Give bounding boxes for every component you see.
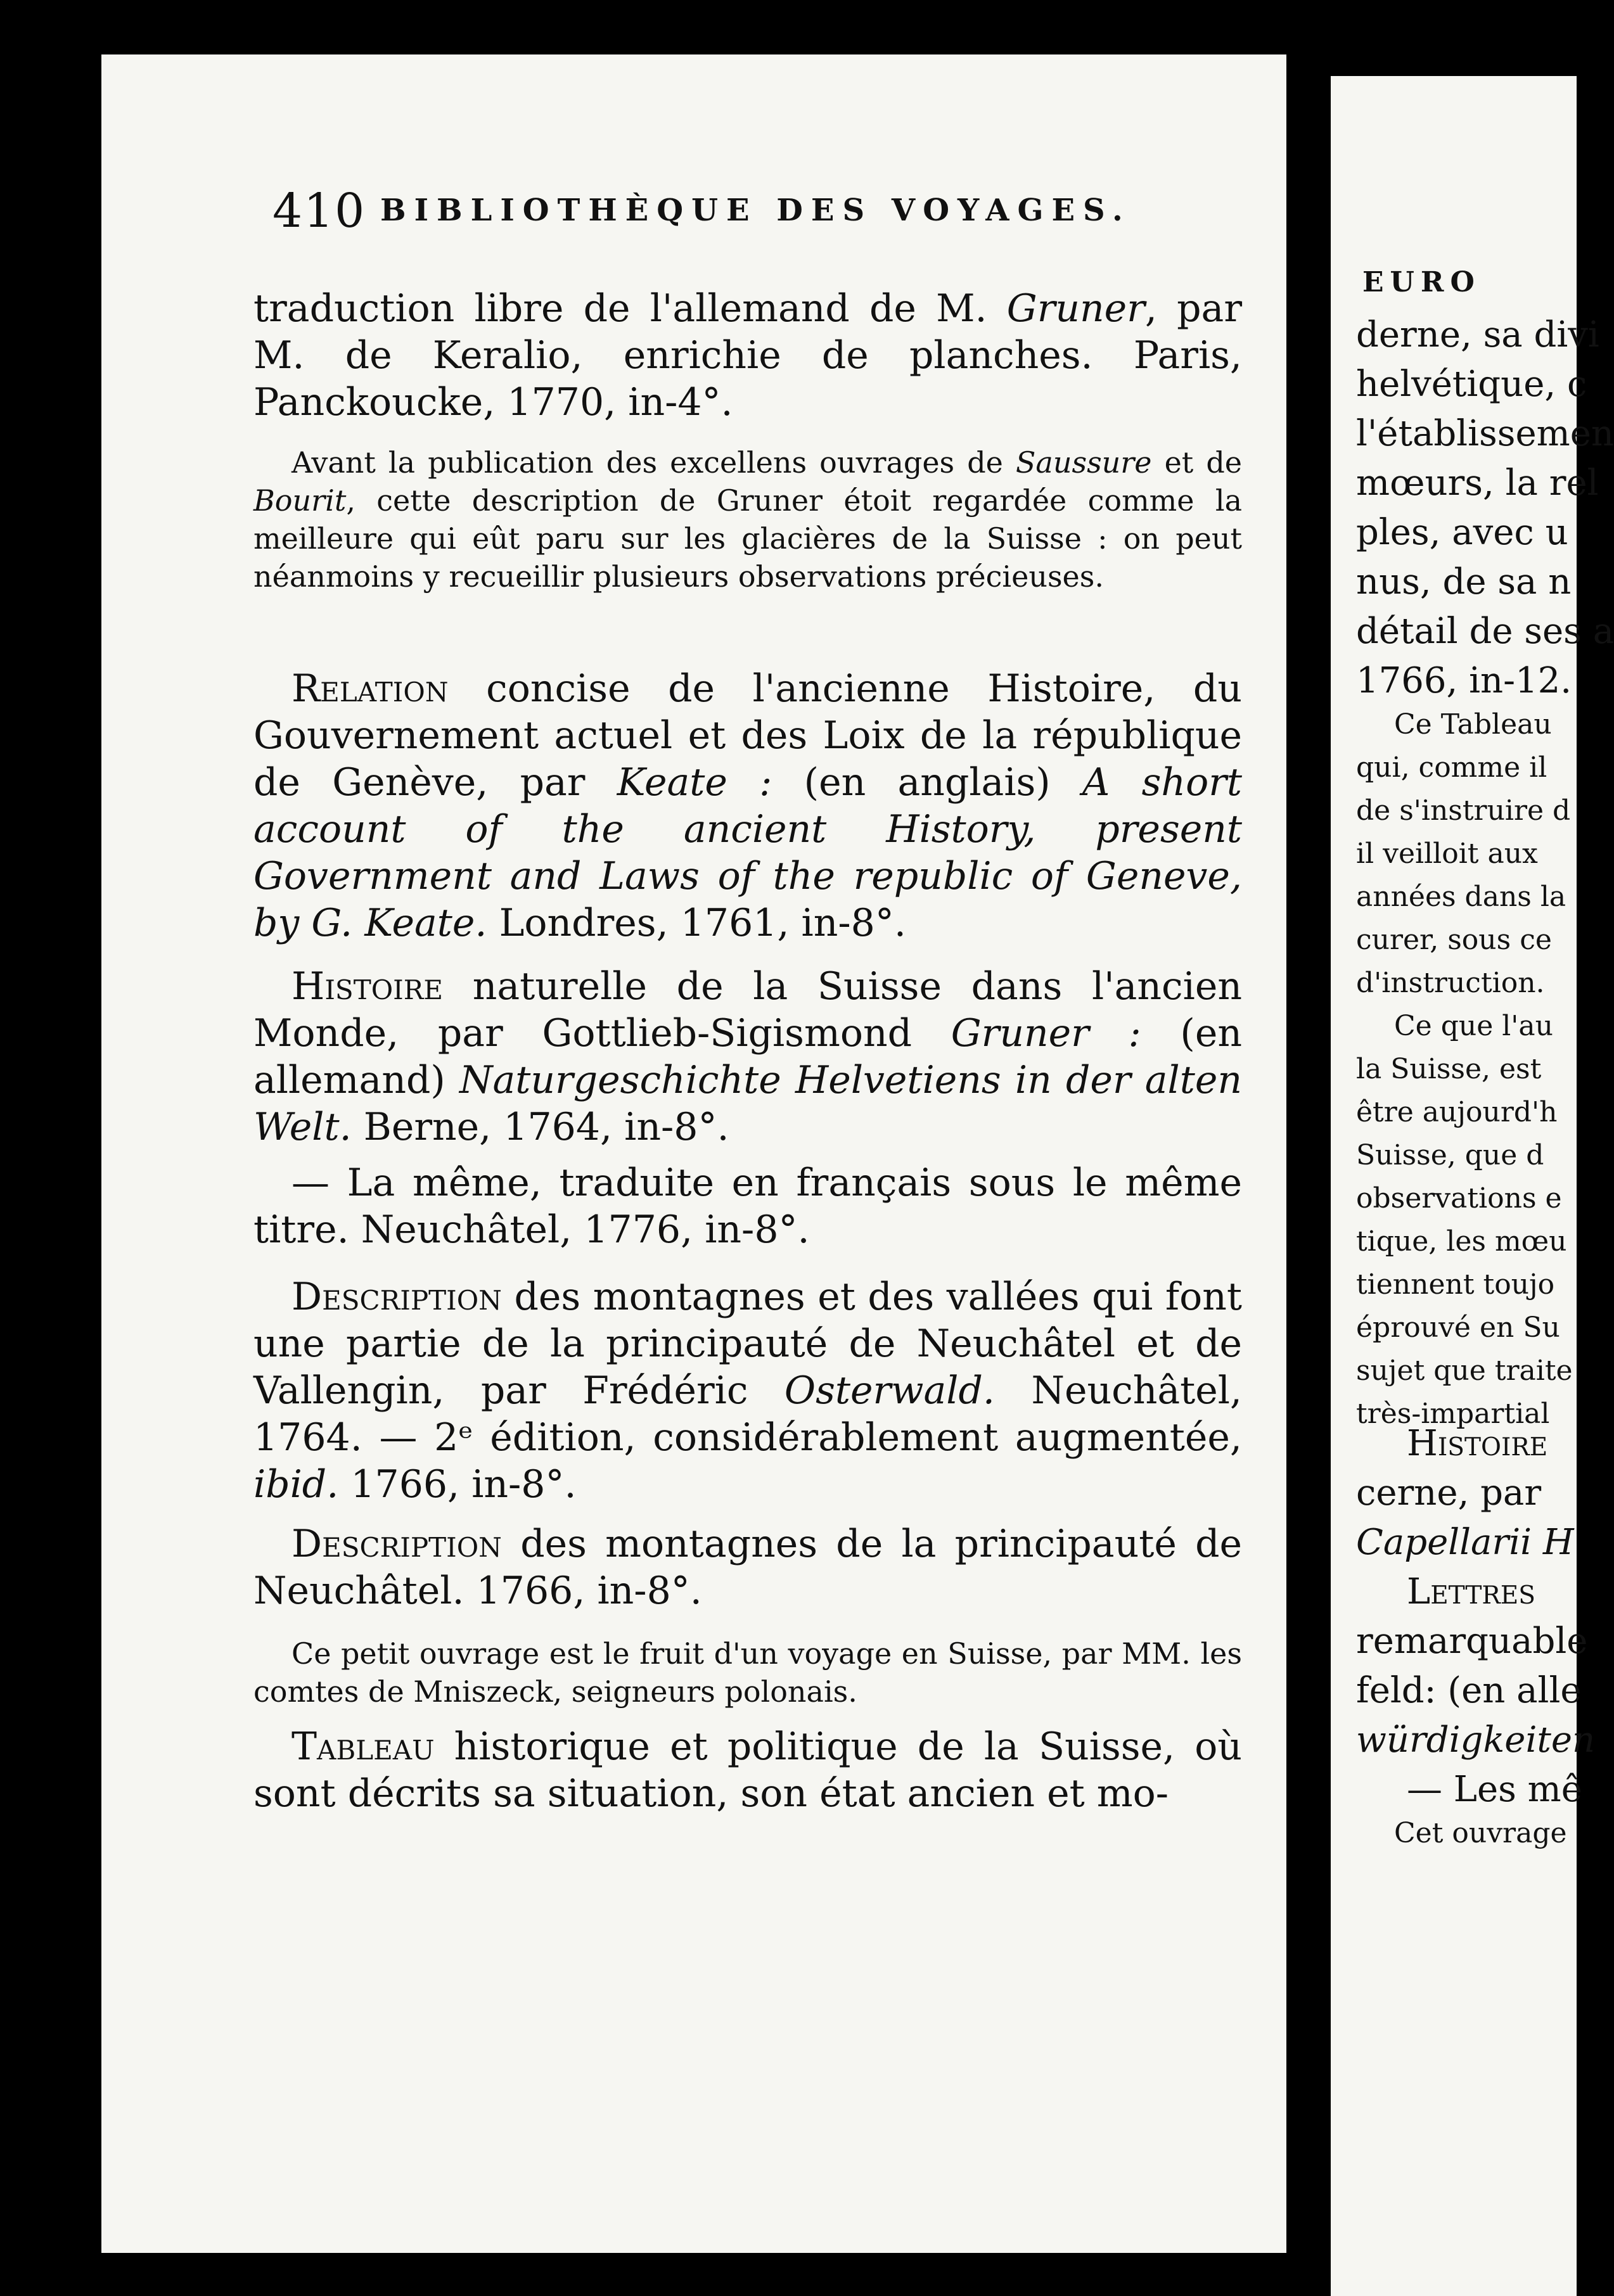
- entry-description-osterwald: Description des montagnes et des vallées qui font une partie de la principauté de Neuchâtel et de Vallengin, par Frédéric Osterwald. Neuchâtel, 1764. — 2ᵉ édition, considérablement augmentée, ibid. 1766, in-8°.: [253, 1275, 1242, 1507]
- right-text-lines-2: Histoire cerne, par Capellarii H Lettres remarquable feld: (en alle würdigkeiten — Les mê: [1356, 1423, 1596, 1810]
- entry-la-meme: — La même, traduite en français sous le même titre. Neuchâtel, 1776, in-8°.: [253, 1161, 1242, 1252]
- page-number: 410: [272, 184, 366, 238]
- note-mniszeck: Ce petit ouvrage est le fruit d'un voyage en Suisse, par MM. les comtes de Mniszeck, seigneurs polonais.: [253, 1636, 1242, 1709]
- right-text-lines: derne, sa divi helvétique, c l'établissemen mœurs, la rel ples, avec u nus, de sa n détail de ses a 1766, in-12.: [1356, 314, 1614, 701]
- page-header: [272, 184, 1160, 272]
- note-gruner: Avant la publication des excellens ouvrages de Saussure et de Bourit, cette description de Gruner étoit regardée comme la meilleure qui eût paru sur les glacières de la Suisse : on peut néanmoins y recueillir plusieurs observations précieuses.: [253, 445, 1242, 594]
- right-note-lines: Ce Tableau qui, comme il de s'instruire d il veilloit aux années dans la curer, sous ce d'instruction. Ce que l'au la Suisse, est être aujourd'h Suisse, que d observations e tique, les mœu tiennent toujo éprouvé en Su sujet que traite très-impartial: [1356, 708, 1573, 1430]
- running-title: BIBLIOTHÈQUE DES VOYAGES.: [380, 193, 1131, 228]
- entry-tableau-historique: Tableau historique et politique de la Suisse, où sont décrits sa situation, son état ancien et mo-: [253, 1725, 1242, 1816]
- right-running-header: EURO: [1362, 266, 1481, 298]
- right-last-note: Cet ouvrage: [1394, 1817, 1567, 1849]
- entry-description-montagnes: Description des montagnes de la principauté de Neuchâtel. 1766, in-8°.: [253, 1522, 1242, 1613]
- entry-gruner-continued: traduction libre de l'allemand de M. Gruner, par M. de Keralio, enrichie de planches. Paris, Panckoucke, 1770, in-4°.: [253, 286, 1242, 424]
- entry-relation-keate: Relation concise de l'ancienne Histoire, du Gouvernement actuel et des Loix de la république de Genève, par Keate : (en anglais) A short account of the ancient History, present Government and Laws of the republic of Geneve, by G. Keate. Londres, 1761, in-8°.: [253, 666, 1242, 945]
- entry-histoire-naturelle: Histoire naturelle de la Suisse dans l'ancien Monde, par Gottlieb-Sigismond Gruner : (en allemand) Naturgeschichte Helvetiens in der alten Welt. Berne, 1764, in-8°.: [253, 964, 1243, 1149]
